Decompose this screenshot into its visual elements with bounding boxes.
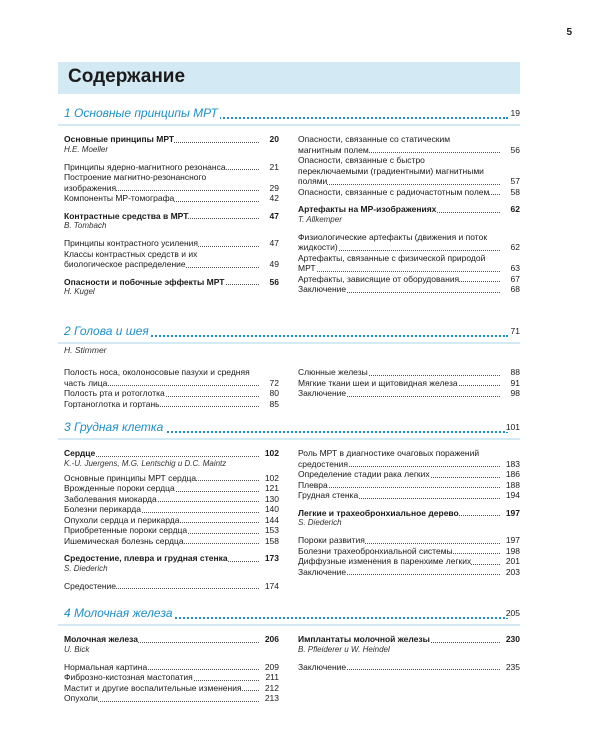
entry-title-text: Фиброзно-кистозная мастопатия xyxy=(64,672,193,682)
entry-page-number: 47 xyxy=(269,210,279,221)
toc-entry[interactable] xyxy=(298,469,520,480)
toc-entry[interactable] xyxy=(298,535,520,546)
entry-title-text: Опухоли xyxy=(64,693,98,703)
entry-title-text: Артефакты на МР-изображениях xyxy=(298,204,437,214)
toc-entry[interactable] xyxy=(64,399,279,410)
entry-page-number: 153 xyxy=(264,525,279,535)
toc-entry[interactable] xyxy=(64,683,279,694)
entry-page-number: 213 xyxy=(264,693,279,703)
entry-page-number: 102 xyxy=(264,472,279,483)
entry-title xyxy=(64,693,279,704)
entry-page-number: 174 xyxy=(264,580,279,591)
entry-page-number: 197 xyxy=(505,535,520,545)
entry-page-number: 63 xyxy=(510,263,520,273)
entry-page-number: 72 xyxy=(269,377,279,388)
column-left xyxy=(64,134,279,297)
toc-entry[interactable] xyxy=(298,284,520,295)
entry-title xyxy=(64,238,279,249)
entry-page-number: 80 xyxy=(269,388,279,398)
entry-title xyxy=(64,193,279,204)
chapter-author: U. Bick xyxy=(64,644,90,654)
spacer xyxy=(64,546,279,553)
toc-entry[interactable] xyxy=(298,567,520,578)
entry-title xyxy=(64,683,279,694)
entry-title xyxy=(298,284,520,295)
entry-title xyxy=(64,515,279,526)
entry-title xyxy=(64,536,279,547)
entry-page-number: 68 xyxy=(510,284,520,294)
entry-title xyxy=(298,556,520,567)
toc-section xyxy=(58,106,520,296)
title-band xyxy=(58,62,520,94)
entry-title-text: Имплантаты молочной железы xyxy=(298,634,430,644)
entry-page-number: 188 xyxy=(505,479,520,490)
entry-title xyxy=(64,504,279,515)
entry-title-text: Средостение xyxy=(64,580,117,591)
toc-entry[interactable] xyxy=(64,473,279,484)
chapter-entry[interactable] xyxy=(64,277,279,288)
entry-title-text: Мастит и другие воспалительные изменения xyxy=(64,682,242,693)
spacer xyxy=(298,197,520,204)
entry-title xyxy=(64,473,279,484)
entry-title-text: Опасности, связанные со статическим магнитным полем xyxy=(298,134,451,155)
column-right xyxy=(298,134,520,295)
entry-title xyxy=(64,483,279,494)
toc-entry[interactable] xyxy=(64,515,279,526)
entry-page-number: 206 xyxy=(264,634,279,644)
spacer xyxy=(64,574,279,581)
entry-title-text: Врожденные пороки сердца xyxy=(64,483,175,493)
entry-title-text: Определение стадии рака легких xyxy=(298,469,430,479)
entry-title-text: Пороки развития xyxy=(298,535,365,545)
entry-page-number: 21 xyxy=(269,161,279,172)
entry-title-text: Молочная железа xyxy=(64,634,138,644)
chapter-author: H. Kugel xyxy=(64,287,95,296)
entry-title xyxy=(298,535,520,546)
entry-title xyxy=(64,494,279,505)
entry-page-number: 186 xyxy=(505,469,520,479)
column-right xyxy=(298,367,520,399)
section-page-number: 19 xyxy=(510,108,520,118)
entry-page-number: 230 xyxy=(505,634,520,644)
entry-title xyxy=(298,662,520,673)
entry-title-text: Контрастные средства в МРТ xyxy=(64,210,189,221)
entry-title-text: Заключение xyxy=(298,566,347,577)
entry-title-text: Артефакты, связанные с физической природой МРТ xyxy=(298,252,486,273)
section-heading[interactable] xyxy=(58,420,520,436)
entry-title xyxy=(64,162,279,173)
entry-title-text: Заключение xyxy=(298,388,347,398)
entry-page-number: 56 xyxy=(510,144,520,155)
entry-title xyxy=(298,634,520,645)
section-title: 3 Грудная клетка xyxy=(64,420,164,434)
entry-title xyxy=(64,581,279,592)
toc-entry[interactable] xyxy=(64,238,279,249)
entry-title-text: Построение магнитно-резонансного изображения xyxy=(64,172,207,193)
entry-title xyxy=(298,490,520,501)
entry-title xyxy=(64,399,279,410)
entry-title-text: Заключение xyxy=(298,284,347,294)
entry-title-text: Легкие и трахеобронхиальное дерево xyxy=(298,507,459,518)
entry-page-number: 235 xyxy=(505,661,520,672)
entry-title xyxy=(298,134,520,155)
toc-entry[interactable] xyxy=(64,693,279,704)
entry-title-text: Основные принципы МРТ сердца xyxy=(64,472,197,483)
column-left xyxy=(64,367,279,409)
entry-title xyxy=(64,672,279,683)
entry-page-number: 85 xyxy=(269,398,279,409)
entry-title-text: Компоненты МР-томографа xyxy=(64,193,175,203)
entry-page-number: 62 xyxy=(510,242,520,252)
toc-entry[interactable] xyxy=(298,367,520,378)
entry-page-number: 49 xyxy=(269,259,279,269)
entry-title-text: Опасности и побочные эффекты МРТ xyxy=(64,276,225,287)
entry-title-text: Основные принципы МРТ xyxy=(64,134,175,144)
entry-title-text: Принципы ядерно-магнитного резонанса xyxy=(64,161,226,172)
toc-entry[interactable] xyxy=(64,193,279,204)
chapter-author: T. Allkemper xyxy=(298,214,342,224)
entry-page-number: 201 xyxy=(505,556,520,566)
entry-page-number: 67 xyxy=(510,273,520,284)
entry-page-number: 203 xyxy=(505,566,520,577)
toc-entry[interactable] xyxy=(298,448,520,469)
entry-title xyxy=(298,546,520,557)
section-rule xyxy=(58,342,520,344)
entry-title xyxy=(298,448,520,469)
spacer xyxy=(64,270,279,277)
toc-entry[interactable] xyxy=(64,581,279,592)
toc-entry[interactable] xyxy=(298,662,520,673)
entry-title-text: Заболевания миокарда xyxy=(64,493,157,504)
entry-title xyxy=(64,662,279,673)
page-number: 5 xyxy=(566,27,572,38)
entry-title-text: Болезни трахеобронхиальной системы xyxy=(298,545,453,556)
entry-title-text: Ишемическая болезнь сердца xyxy=(64,535,184,546)
chapter-author: S. Diederich xyxy=(64,563,108,573)
entry-title-text: Опасности, связанные с радиочастотным полем xyxy=(298,186,490,197)
entry-title xyxy=(298,567,520,578)
entry-title xyxy=(64,388,279,399)
section-page-number: 101 xyxy=(505,422,520,432)
entry-title-text: Приобретенные пороки сердца xyxy=(64,525,188,535)
entry-title xyxy=(298,378,520,389)
toc-entry[interactable] xyxy=(298,274,520,285)
toc-entry[interactable] xyxy=(298,556,520,567)
entry-page-number: 98 xyxy=(510,388,520,398)
entry-title xyxy=(64,525,279,536)
spacer xyxy=(64,155,279,162)
entry-page-number: 121 xyxy=(264,483,279,493)
entry-title xyxy=(64,172,279,193)
toc-entry[interactable] xyxy=(298,546,520,557)
spacer xyxy=(298,655,520,662)
entry-page-number: 42 xyxy=(269,193,279,203)
entry-title-text: Физиологические артефакты (движения и поток жидкости) xyxy=(298,231,488,252)
column-right xyxy=(298,634,520,672)
entry-page-number: 20 xyxy=(269,134,279,144)
entry-title-text: Полость рта и ротоглотка xyxy=(64,388,165,398)
chapter-entry[interactable] xyxy=(298,634,520,645)
toc-section xyxy=(58,324,520,409)
entry-title xyxy=(298,187,520,198)
toc-entry[interactable] xyxy=(64,367,279,388)
entry-title-text: Артефакты, зависящие от оборудования xyxy=(298,273,460,284)
entry-title xyxy=(64,249,279,270)
entry-page-number: 88 xyxy=(510,367,520,377)
entry-title-text: Грудная стенка xyxy=(298,490,359,500)
spacer xyxy=(64,231,279,238)
chapter-entry[interactable] xyxy=(64,211,279,222)
entry-title-text: Опухоли сердца и перикарда xyxy=(64,514,180,525)
entry-title xyxy=(64,367,279,388)
chapter-entry[interactable] xyxy=(64,553,279,564)
section-rule xyxy=(58,438,520,440)
chapter-author: H.E. Moeller xyxy=(64,144,109,154)
entry-page-number: 29 xyxy=(269,182,279,193)
toc-entry[interactable] xyxy=(64,494,279,505)
toc-entry[interactable] xyxy=(298,155,520,187)
entry-title xyxy=(64,553,279,564)
entry-title-text: Опасности, связанные с быстро переключаемыми (градиентными) магнитными полями xyxy=(298,155,484,186)
toc-entry[interactable] xyxy=(64,388,279,399)
entry-page-number: 173 xyxy=(264,553,279,563)
entry-page-number: 197 xyxy=(505,507,520,518)
entry-title xyxy=(64,448,279,459)
section-rule xyxy=(58,624,520,626)
entry-title-text: Сердце xyxy=(64,448,96,458)
section-title: 2 Голова и шея xyxy=(64,324,149,338)
spacer xyxy=(298,225,520,232)
entry-title xyxy=(298,388,520,399)
entry-page-number: 212 xyxy=(264,682,279,693)
entry-title xyxy=(298,480,520,491)
section-page-number: 205 xyxy=(505,608,520,618)
entry-page-number: 211 xyxy=(265,672,279,682)
section-title: 4 Молочная железа xyxy=(64,606,173,620)
toc-entry[interactable] xyxy=(298,388,520,399)
entry-page-number: 130 xyxy=(264,493,279,504)
entry-title xyxy=(298,469,520,480)
entry-page-number: 57 xyxy=(510,176,520,186)
chapter-entry[interactable] xyxy=(298,204,520,215)
entry-page-number: 91 xyxy=(510,377,520,388)
entry-title xyxy=(298,155,520,187)
toc-entry[interactable] xyxy=(64,672,279,683)
entry-page-number: 158 xyxy=(264,535,279,546)
entry-page-number: 140 xyxy=(264,504,279,514)
entry-page-number: 58 xyxy=(510,186,520,197)
entry-title-text: Мягкие ткани шеи и щитовидная железа xyxy=(298,377,458,388)
toc-entry[interactable] xyxy=(64,249,279,270)
spacer xyxy=(298,528,520,535)
entry-title-text: Гортаноглотка и гортань xyxy=(64,398,160,409)
toc-entry[interactable] xyxy=(64,483,279,494)
entry-page-number: 144 xyxy=(264,514,279,525)
chapter-author: B. Pfleiderer и W. Heindel xyxy=(298,644,390,654)
toc-entry[interactable] xyxy=(64,162,279,173)
chapter-entry[interactable] xyxy=(298,508,520,519)
spacer xyxy=(64,204,279,211)
entry-title xyxy=(64,134,279,145)
entry-page-number: 62 xyxy=(510,204,520,214)
section-heading[interactable] xyxy=(58,606,520,622)
entry-title-text: Нормальная картина xyxy=(64,661,148,672)
chapter-author: B. Tombach xyxy=(64,221,107,230)
spacer xyxy=(298,501,520,508)
entry-title-text: Классы контрастных средств и их биологическое распределение xyxy=(64,248,198,269)
chapter-author: S. Diederich xyxy=(298,518,342,527)
entry-title xyxy=(64,634,279,645)
chapter-entry[interactable] xyxy=(64,134,279,145)
entry-page-number: 198 xyxy=(505,545,520,556)
toc-entry[interactable] xyxy=(64,536,279,547)
entry-title xyxy=(298,274,520,285)
toc-entry[interactable] xyxy=(298,378,520,389)
chapter-entry[interactable] xyxy=(64,448,279,459)
entry-title-text: Принципы контрастного усиления xyxy=(64,238,199,248)
toc-entry[interactable] xyxy=(298,187,520,198)
toc-entry[interactable] xyxy=(298,232,520,253)
entry-page-number: 209 xyxy=(264,661,279,672)
toc-entry[interactable] xyxy=(298,134,520,155)
section-rule xyxy=(58,124,520,126)
spacer xyxy=(64,655,279,662)
page-title: Содержание xyxy=(68,66,186,87)
toc-section xyxy=(58,606,520,703)
chapter-author: K.-U. Juergens, M.G. Lentschig и D.C. Maintz xyxy=(64,458,227,468)
entry-title xyxy=(298,508,520,519)
entry-title xyxy=(64,277,279,288)
entry-title xyxy=(298,367,520,378)
toc-entry[interactable] xyxy=(64,662,279,673)
toc-section xyxy=(58,420,520,591)
entry-title-text: Средостение, плевра и грудная стенка xyxy=(64,553,228,563)
column-right xyxy=(298,448,520,577)
entry-title-text: Слюнные железы xyxy=(298,367,368,377)
section-title: 1 Основные принципы МРТ xyxy=(64,106,218,120)
entry-title xyxy=(298,253,520,274)
section-heading[interactable] xyxy=(58,324,520,340)
entry-title xyxy=(298,232,520,253)
toc-entry[interactable] xyxy=(64,525,279,536)
entry-title-text: Полость носа, околоносовые пазухи и средняя часть лица xyxy=(64,367,250,388)
toc-entry[interactable] xyxy=(298,490,520,501)
entry-page-number: 194 xyxy=(505,490,520,500)
entry-page-number: 47 xyxy=(269,238,279,248)
entry-page-number: 56 xyxy=(269,276,279,287)
entry-page-number: 183 xyxy=(505,458,520,469)
entry-title-text: Заключение xyxy=(298,661,347,672)
entry-title-text: Роль МРТ в диагностике очаговых поражений средостения xyxy=(298,448,480,469)
toc-entry[interactable] xyxy=(64,504,279,515)
column-left xyxy=(64,448,279,591)
entry-title-text: Плевра xyxy=(298,479,328,490)
entry-title-text: Диффузные изменения в паренхиме легких xyxy=(298,556,472,566)
section-author: H. Stimmer xyxy=(64,345,107,355)
toc-entry[interactable] xyxy=(64,172,279,193)
toc-entry[interactable] xyxy=(298,480,520,491)
section-page-number: 71 xyxy=(510,326,520,336)
chapter-entry[interactable] xyxy=(64,634,279,645)
column-left xyxy=(64,634,279,704)
section-heading[interactable] xyxy=(58,106,520,122)
entry-title-text: Болезни перикарда xyxy=(64,504,141,514)
toc-entry[interactable] xyxy=(298,253,520,274)
entry-page-number: 102 xyxy=(264,448,279,458)
entry-title xyxy=(64,211,279,222)
entry-title xyxy=(298,204,520,215)
